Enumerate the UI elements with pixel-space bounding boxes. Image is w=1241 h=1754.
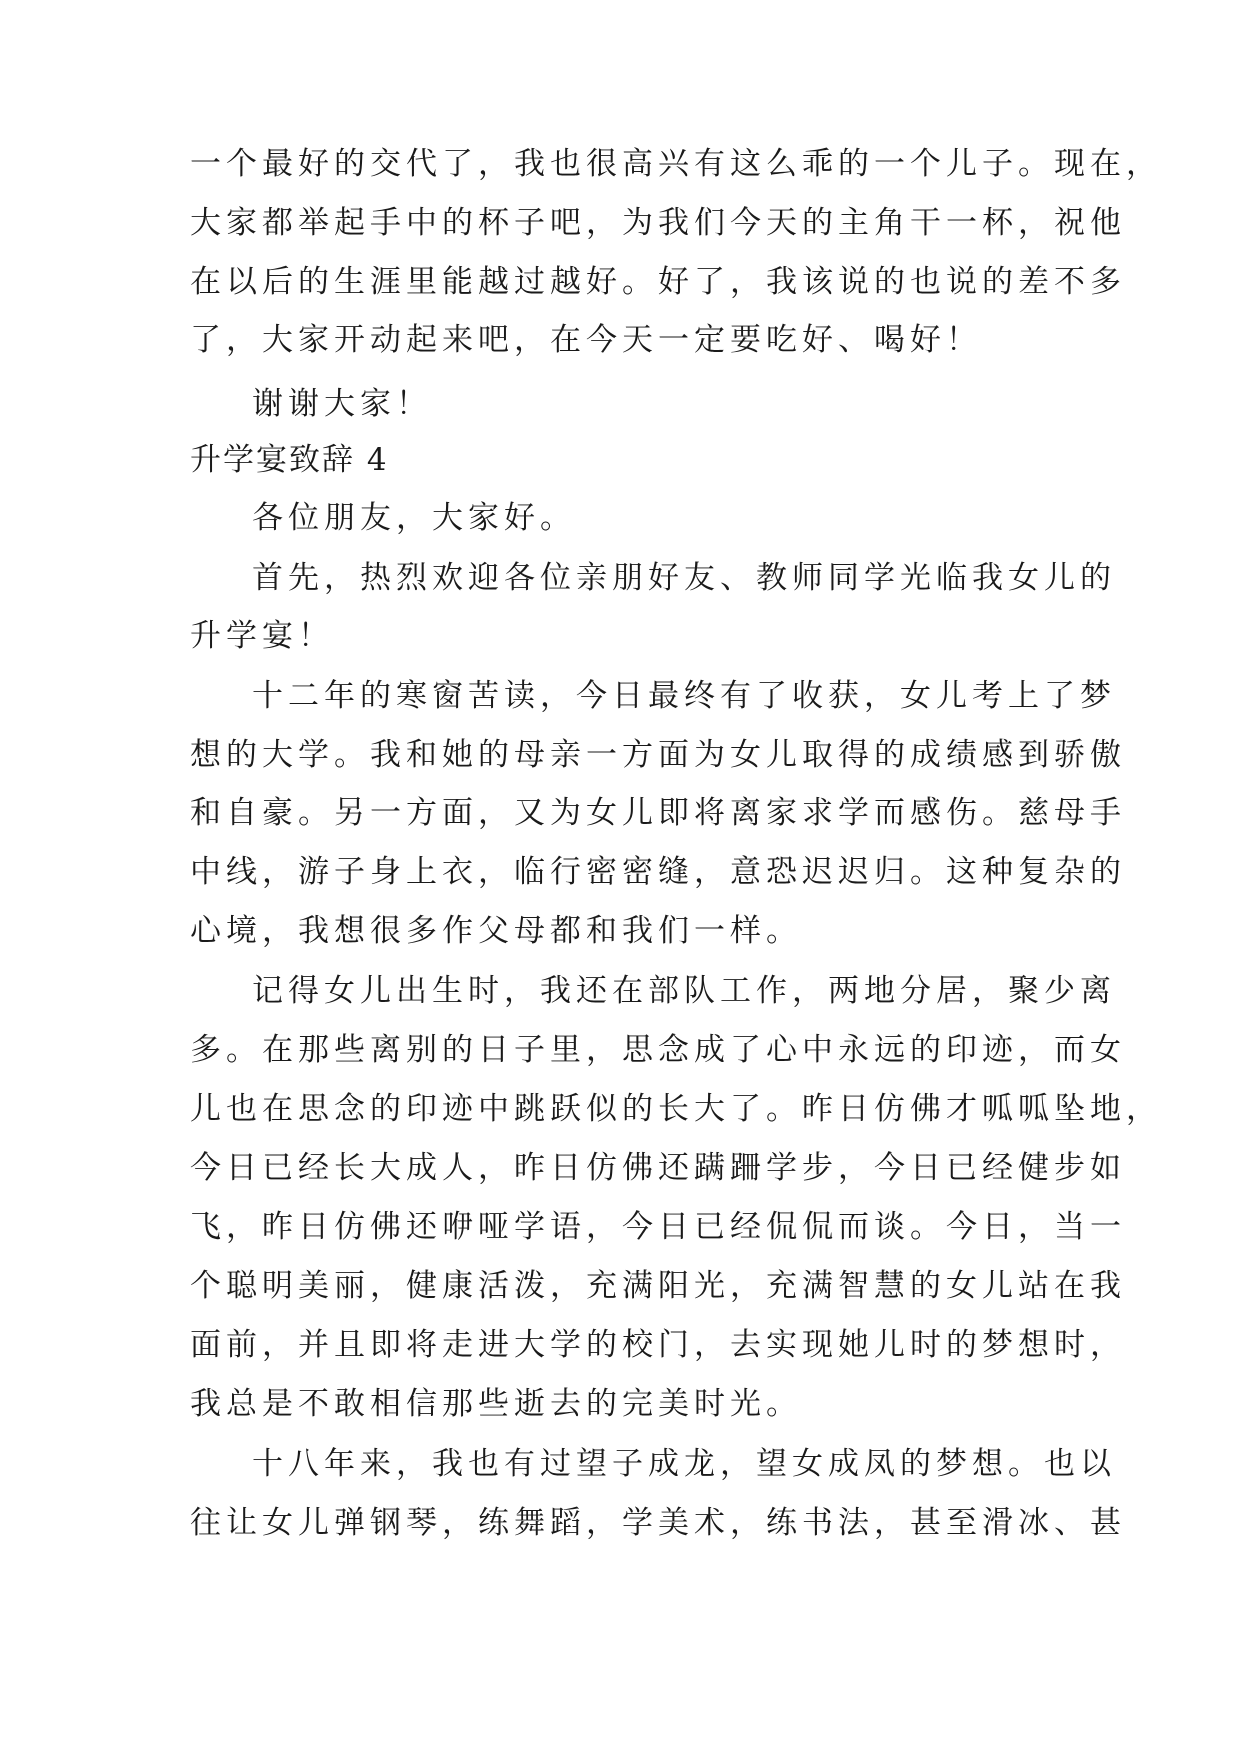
text-line: 我总是不敢相信那些逝去的完美时光。	[190, 1386, 802, 1422]
text-line: 想的大学。我和她的母亲一方面为女儿取得的成绩感到骄傲	[190, 737, 1126, 773]
text-line: 儿也在思念的印迹中跳跃似的长大了。昨日仿佛才呱呱坠地，	[190, 1091, 1162, 1127]
text-line: 多。在那些离别的日子里，思念成了心中永远的印迹，而女	[190, 1032, 1126, 1068]
text-line: 首先，热烈欢迎各位亲朋好友、教师同学光临我女儿的	[252, 560, 1116, 596]
text-line: 大家都举起手中的杯子吧，为我们今天的主角干一杯，祝他	[190, 205, 1126, 241]
text-line: 各位朋友，大家好。	[252, 500, 576, 536]
section-heading: 升学宴致辞 4	[190, 442, 389, 478]
text-line: 飞，昨日仿佛还咿哑学语，今日已经侃侃而谈。今日，当一	[190, 1209, 1126, 1245]
text-line: 心境，我想很多作父母都和我们一样。	[190, 913, 802, 949]
text-line: 在以后的生涯里能越过越好。好了，我该说的也说的差不多	[190, 264, 1126, 300]
text-line: 个聪明美丽，健康活泼，充满阳光，充满智慧的女儿站在我	[190, 1268, 1126, 1304]
text-line: 中线，游子身上衣，临行密密缝，意恐迟迟归。这种复杂的	[190, 854, 1126, 890]
text-line: 往让女儿弹钢琴，练舞蹈，学美术，练书法，甚至滑冰、甚	[190, 1505, 1126, 1541]
text-line: 和自豪。另一方面，又为女儿即将离家求学而感伤。慈母手	[190, 795, 1126, 831]
text-line: 今日已经长大成人，昨日仿佛还蹒跚学步，今日已经健步如	[190, 1150, 1126, 1186]
text-line: 一个最好的交代了，我也很高兴有这么乖的一个儿子。现在，	[190, 146, 1162, 182]
text-line: 十二年的寒窗苦读，今日最终有了收获，女儿考上了梦	[252, 678, 1116, 714]
text-line: 十八年来，我也有过望子成龙，望女成凤的梦想。也以	[252, 1446, 1116, 1482]
text-line: 谢谢大家！	[252, 386, 432, 422]
text-line: 升学宴！	[190, 618, 334, 654]
text-line: 了，大家开动起来吧，在今天一定要吃好、喝好！	[190, 322, 982, 358]
text-line: 记得女儿出生时，我还在部队工作，两地分居，聚少离	[252, 973, 1116, 1009]
text-line: 面前，并且即将走进大学的校门，去实现她儿时的梦想时，	[190, 1327, 1126, 1363]
